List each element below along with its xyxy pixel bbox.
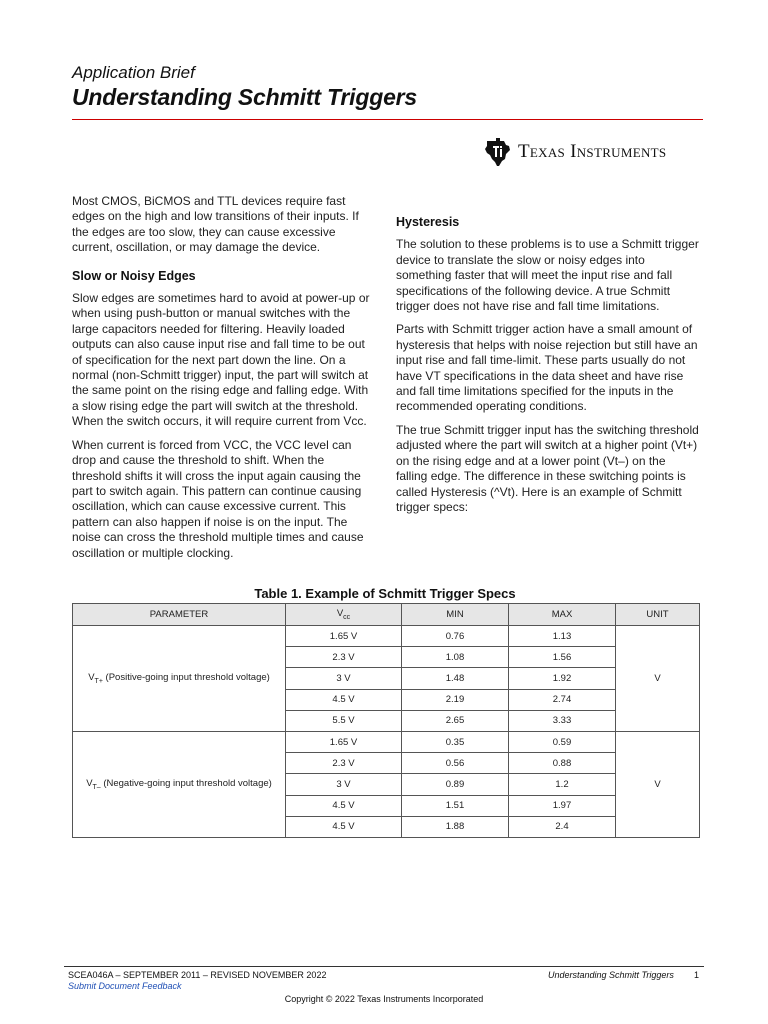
- cell-vcc: 1.65 V: [286, 626, 402, 647]
- header-vcc-main: V: [336, 608, 344, 620]
- footer-doc-title: Understanding Schmitt Triggers: [548, 970, 674, 980]
- cell-min: 0.89: [402, 774, 509, 795]
- parameter-description: (Positive-going input threshold voltage): [102, 672, 270, 684]
- footer-divider: [64, 966, 704, 967]
- cell-max: 3.33: [509, 710, 616, 731]
- title-divider: [72, 119, 703, 120]
- table-row: [73, 626, 700, 647]
- body-paragraph: Slow edges are sometimes hard to avoid at power-up or when using push-button or manual switches with the large capacitors needed for filtering. Heavily loaded outputs can also cause input rise and fall time to be out of specification for the next part down the line. On a normal (non-Schmitt trigger) input, the part will switch at the same point on the rising edge and falling edge. With a slow rising edge the part will switch at the threshold. When the switch occurs, it will require current from Vcc.: [72, 291, 370, 429]
- copyright-notice: Copyright © 2022 Texas Instruments Incorporated: [284, 994, 484, 1004]
- parameter-symbol: V: [86, 777, 93, 789]
- cell-min: 1.48: [402, 668, 509, 689]
- table-caption: Table 1. Example of Schmitt Trigger Specs: [254, 586, 516, 601]
- left-column: [72, 194, 372, 569]
- cell-vcc: 2.3 V: [286, 647, 402, 668]
- unit-cell: V: [616, 731, 700, 837]
- body-paragraph: When current is forced from VCC, the VCC level can drop and cause the threshold to shift. When the threshold shifts it will cross the input again causing the part to switch again. This pattern can continue causing oscillation, which can cause excessive current. This pattern can also happen if noise is on the input. The noise can cross the threshold multiple times and cause oscillation or multiple clocking.: [72, 437, 364, 560]
- cell-min: 1.08: [402, 647, 509, 668]
- cell-min: 2.65: [402, 710, 509, 731]
- cell-max: 1.13: [509, 626, 616, 647]
- cell-min: 2.19: [402, 689, 509, 710]
- cell-min: 0.35: [402, 731, 509, 752]
- company-name: [518, 141, 666, 163]
- intro-paragraph: Most CMOS, BiCMOS and TTL devices require fast edges on the high and low transitions of their inputs. If the edges are too slow, they can cause excessive current, oscillation, or may damage the device.: [72, 194, 359, 255]
- company-name-text: Texas Instruments: [518, 141, 667, 162]
- cell-max: 1.92: [509, 668, 616, 689]
- cell-vcc: 4.5 V: [286, 689, 402, 710]
- header-min: MIN: [402, 604, 509, 626]
- cell-max: 0.88: [509, 753, 616, 774]
- cell-vcc: 4.5 V: [286, 795, 402, 816]
- cell-vcc: 5.5 V: [286, 710, 402, 731]
- table-header-row: [73, 604, 700, 626]
- cell-vcc: 1.65 V: [286, 731, 402, 752]
- parameter-symbol: V: [88, 672, 95, 684]
- header-vcc: [286, 604, 402, 626]
- cell-vcc: 2.3 V: [286, 753, 402, 774]
- section-heading-slow-edges: Slow or Noisy Edges: [72, 268, 196, 283]
- cell-min: 1.51: [402, 795, 509, 816]
- section-heading-hysteresis: Hysteresis: [396, 215, 460, 229]
- cell-min: 0.56: [402, 753, 509, 774]
- cell-max: 1.56: [509, 647, 616, 668]
- document-id: SCEA046A – SEPTEMBER 2011 – REVISED NOVEMBER 2022: [68, 970, 327, 980]
- body-paragraph: The solution to these problems is to use a Schmitt trigger device to translate the slow or noisy edges into something faster that will meet the input rise and fall specifications of the following device. A true Schmitt trigger does not have rise and fall time limitations.: [396, 237, 699, 314]
- right-column: [396, 215, 700, 523]
- parameter-cell: [73, 626, 286, 732]
- header-parameter: PARAMETER: [73, 604, 286, 626]
- cell-max: 2.74: [509, 689, 616, 710]
- parameter-description: (Negative-going input threshold voltage): [100, 777, 272, 789]
- cell-max: 2.4: [509, 816, 616, 837]
- body-paragraph: The true Schmitt trigger input has the switching threshold adjusted where the part will switch at a higher point (Vt+) on the rising edge and at a lower point (Vt–) on the falling edge. The difference in these switching points is called Hysteresis (^Vt). Here is an example of Schmitt trigger specs:: [396, 422, 699, 514]
- body-paragraph: Parts with Schmitt trigger action have a small amount of hysteresis that helps with noise rejection but still have an input rise and fall time-limit. These parts usually do not have VT specifications in the data sheet and have rise and fall time limitations specified for the inputs in the recommended operating conditions.: [396, 322, 698, 414]
- header-unit: UNIT: [616, 604, 700, 626]
- cell-max: 1.2: [509, 774, 616, 795]
- header-max: MAX: [509, 604, 616, 626]
- cell-max: 0.59: [509, 731, 616, 752]
- document-type: Application Brief: [72, 63, 195, 82]
- company-logo: [484, 137, 704, 167]
- parameter-subscript: T–: [92, 783, 101, 791]
- cell-min: 0.76: [402, 626, 509, 647]
- parameter-cell: [73, 731, 286, 837]
- submit-feedback-link[interactable]: Submit Document Feedback: [68, 981, 182, 991]
- cell-max: 1.97: [509, 795, 616, 816]
- header-vcc-sub: cc: [343, 613, 351, 621]
- cell-min: 1.88: [402, 816, 509, 837]
- ti-state-logo-icon: [484, 137, 512, 167]
- page-title: Understanding Schmitt Triggers: [72, 84, 418, 110]
- specs-table: [72, 603, 700, 838]
- cell-vcc: 4.5 V: [286, 816, 402, 837]
- page-number: 1: [694, 970, 700, 980]
- unit-cell: V: [616, 626, 700, 732]
- parameter-subscript: T+: [94, 677, 103, 685]
- table-row: [73, 731, 700, 752]
- cell-vcc: 3 V: [286, 668, 402, 689]
- cell-vcc: 3 V: [286, 774, 402, 795]
